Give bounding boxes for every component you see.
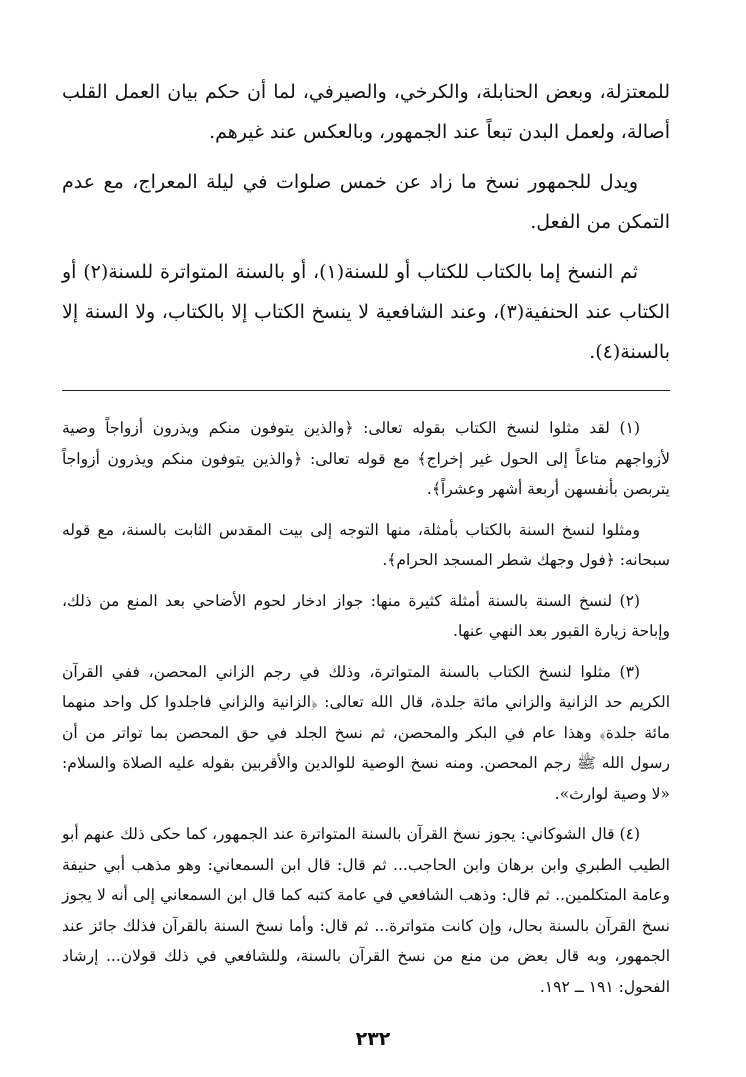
- main-paragraph-3: ثم النسخ إما بالكتاب للكتاب أو للسنة(١)، أو بالسنة المتواترة للسنة(٢) أو الكتاب عند الحنفية(٣)، وعند الشافعية لا ينسخ الكتاب إلا بالكتاب، ولا السنة إلا بالسنة(٤).: [62, 261, 670, 363]
- footnote-4: (٤) قال الشوكاني: يجوز نسخ القرآن بالسنة المتواترة عند الجمهور، كما حكى ذلك عنهم أبو الطيب الطبري وابن برهان وابن الحاجب... ثم قال: قال ابن السمعاني: وهو مذهب أبي حنيفة وعامة المتكلمين.. ثم قال: وذهب الشافعي في عامة كتبه كما قال ابن السمعاني إلى أنه لا يجوز نسخ القرآن بالسنة بحال، وإن كانت متواترة... ثم قال: وأما نسخ السنة بالقرآن فذلك جائز عند الجمهور، وبه قال بعض من منع من نسخ القرآن بالسنة، وللشافعي في ذلك قولان... إرشاد الفحول: ١٩١ ــ ١٩٢.: [62, 825, 670, 996]
- page-body: [62, 72, 670, 1012]
- page-number: ٢٣٢: [355, 1028, 391, 1050]
- main-paragraph-2: ويدل للجمهور نسخ ما زاد عن خمس صلوات في ليلة المعراج، مع عدم التمكن من الفعل.: [62, 171, 670, 233]
- footnote-1-continued: ومثلوا لنسخ السنة بالكتاب بأمثلة، منها التوجه إلى بيت المقدس الثابت بالسنة، مع قوله سبحانه: ﴿فول وجهك شطر المسجد الحرام﴾.: [62, 520, 670, 569]
- footnote-3: (٣) مثلوا لنسخ الكتاب بالسنة المتواترة، وذلك في رجم الزاني المحصن، ففي القرآن الكريم حد الزانية والزاني مائة جلدة، قال الله تعالى: ﴿الزانية والزاني فاجلدوا كل واحد منهما مائة جلدة﴾ وهذا عام في البكر والمحصن، ثم نسخ الجلد في حق المحصن بما تواتر من أن رسول الله ﷺ رجم المحصن. ومنه نسخ الوصية للوالدين والأقربين بقوله عليه الصلاة والسلام: «لا وصية لوارث».: [62, 662, 670, 803]
- footnotes-section: [62, 413, 670, 1002]
- footnote-divider: [62, 390, 670, 391]
- main-paragraph-1: للمعتزلة، وبعض الحنابلة، والكرخي، والصيرفي، لما أن حكم بيان العمل القلب أصالة، ولعمل البدن تبعاً عند الجمهور، وبالعكس عند غيرهم.: [62, 81, 670, 143]
- footnote-2: (٢) لنسخ السنة بالسنة أمثلة كثيرة منها: جواز ادخار لحوم الأضاحي بعد المنع من ذلك، وإباحة زيارة القبور بعد النهي عنها.: [62, 591, 670, 640]
- footnote-1: (١) لقد مثلوا لنسخ الكتاب بقوله تعالى: ﴿والذين يتوفون منكم ويذرون أزواجاً وصية لأزواجهم متاعاً إلى الحول غير إخراج﴾ مع قوله تعالى: ﴿والذين يتوفون منكم ويذرون أزواجاً يتربصن بأنفسهن أربعة أشهر وعشراً﴾.: [62, 419, 670, 498]
